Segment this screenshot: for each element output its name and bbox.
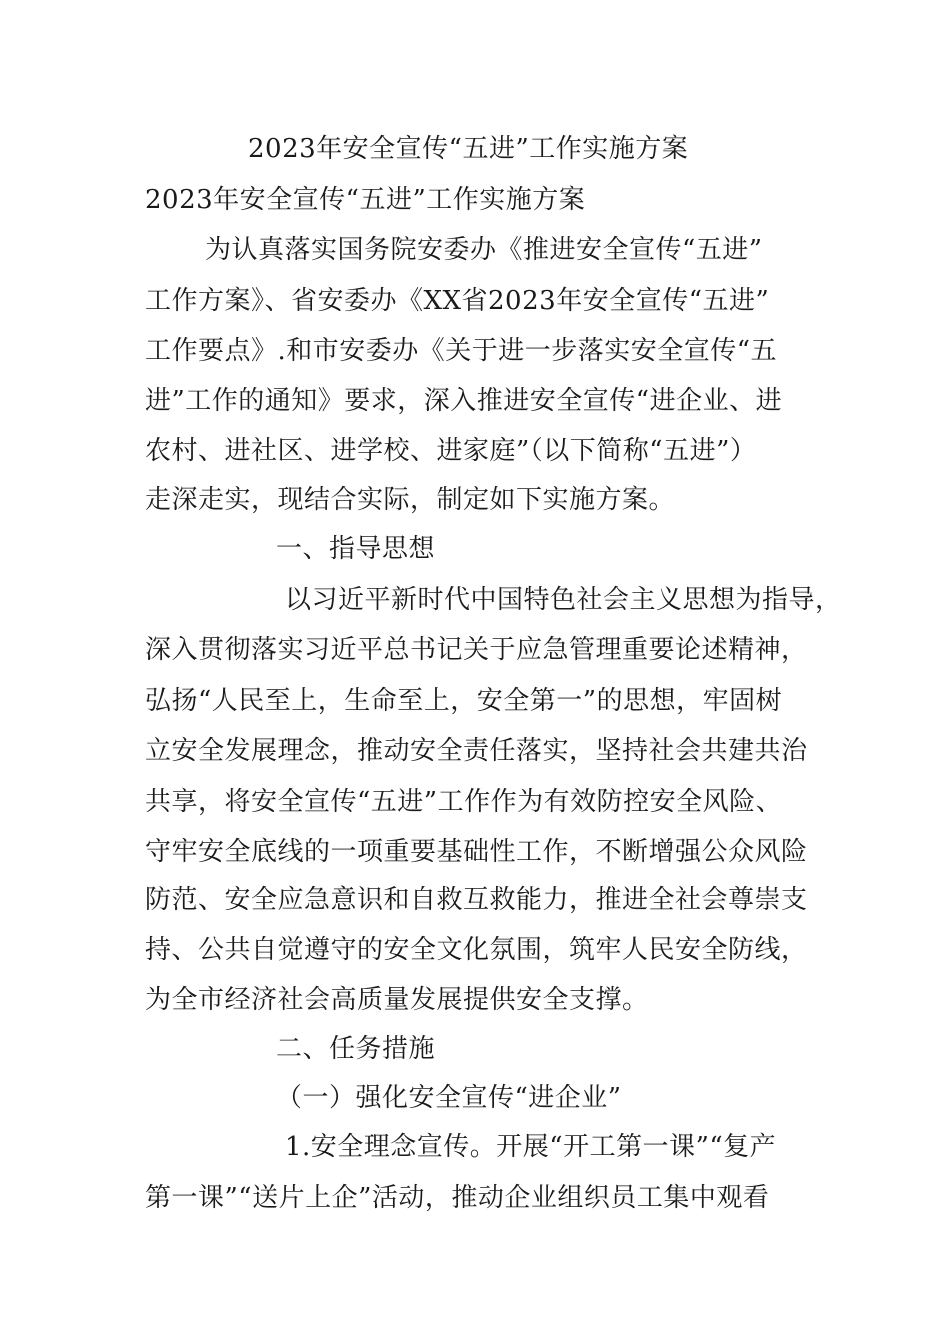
document-subtitle: 2023年安全宣传“五进”工作实施方案 — [145, 185, 586, 215]
paragraph-line: 持、公共自觉遵守的安全文化氛围，筑牢人民安全防线， — [145, 935, 808, 965]
paragraph-line: 1.安全理念宣传。开展“开工第一课”“复产 — [285, 1132, 777, 1162]
paragraph-line: 工作方案》、省安委办《XX省2023年安全宣传“五进” — [145, 286, 770, 316]
section-heading: 二、任务措施 — [276, 1034, 436, 1064]
paragraph-line: 守牢安全底线的一项重要基础性工作，不断增强公众风险 — [145, 837, 808, 867]
paragraph-line: 为全市经济社会高质量发展提供安全支撑。 — [145, 985, 649, 1015]
paragraph-line: 进”工作的通知》要求，深入推进安全宣传“进企业、进 — [145, 386, 783, 416]
paragraph-line: 为认真落实国务院安委办《推进安全宣传“五进” — [205, 235, 763, 265]
document-title: 2023年安全宣传“五进”工作实施方案 — [248, 134, 689, 164]
paragraph-line: 深入贯彻落实习近平总书记关于应急管理重要论述精神， — [145, 635, 808, 665]
paragraph-line: 走深走实，现结合实际，制定如下实施方案。 — [145, 485, 676, 515]
paragraph-line: 共享，将安全宣传“五进”工作作为有效防控安全风险、 — [145, 787, 783, 817]
subsection-heading: （一）强化安全宣传“进企业” — [276, 1083, 622, 1113]
paragraph-line: 立安全发展理念，推动安全责任落实，坚持社会共建共治 — [145, 736, 808, 766]
paragraph-line: 农村、进社区、进学校、进家庭”（以下简称“五进”） — [145, 436, 757, 466]
paragraph-line: 第一课”“送片上企”活动，推动企业组织员工集中观看 — [145, 1183, 770, 1213]
paragraph-line: 工作要点》.和市安委办《关于进一步落实安全宣传“五 — [145, 336, 778, 366]
paragraph-line: 以习近平新时代中国特色社会主义思想为指导， — [285, 585, 842, 615]
paragraph-line: 弘扬“人民至上，生命至上，安全第一”的思想，牢固树 — [145, 686, 783, 716]
section-heading: 一、指导思想 — [276, 534, 436, 564]
paragraph-line: 防范、安全应急意识和自救互救能力，推进全社会尊崇支 — [145, 885, 808, 915]
